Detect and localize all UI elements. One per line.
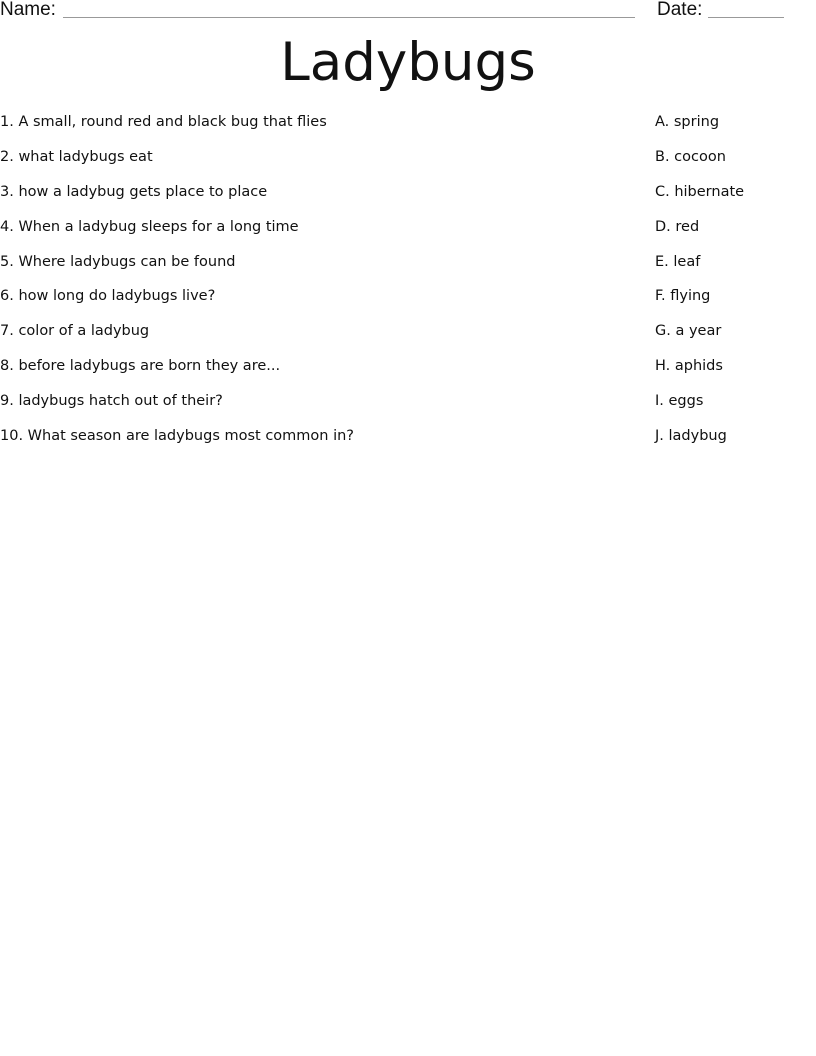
answer-item: G. a year <box>655 323 722 340</box>
clue-item: 10. What season are ladybugs most common in? <box>0 428 355 445</box>
clue-item: 7. color of a ladybug <box>0 323 150 340</box>
answer-item: H. aphids <box>655 358 723 375</box>
answer-item: B. cocoon <box>655 148 726 165</box>
clue-item: 9. ladybugs hatch out of their? <box>0 393 223 410</box>
answer-list <box>655 110 815 459</box>
worksheet-header <box>0 0 816 26</box>
answer-item: D. red <box>655 218 700 235</box>
name-label: Name: <box>0 0 56 20</box>
name-field-line <box>63 17 635 18</box>
clue-item: 5. Where ladybugs can be found <box>0 253 236 270</box>
answer-item: A. spring <box>655 114 720 130</box>
clue-item: 3. how a ladybug gets place to place <box>0 183 268 200</box>
worksheet-title: Ladybugs <box>280 32 536 93</box>
answer-item: C. hibernate <box>655 183 745 200</box>
answer-item: E. leaf <box>655 253 701 270</box>
clue-item: 4. When a ladybug sleeps for a long time <box>0 218 299 235</box>
clue-item: 8. before ladybugs are born they are... <box>0 358 281 375</box>
clue-list <box>0 110 640 459</box>
clue-item: 6. how long do ladybugs live? <box>0 288 216 305</box>
answer-item: J. ladybug <box>655 428 727 445</box>
answer-item: I. eggs <box>655 393 704 410</box>
date-label: Date: <box>657 0 703 20</box>
clue-item: 2. what ladybugs eat <box>0 148 153 165</box>
date-field-line <box>708 17 784 18</box>
clue-item: 1. A small, round red and black bug that flies <box>0 114 327 130</box>
answer-item: F. flying <box>655 288 711 305</box>
